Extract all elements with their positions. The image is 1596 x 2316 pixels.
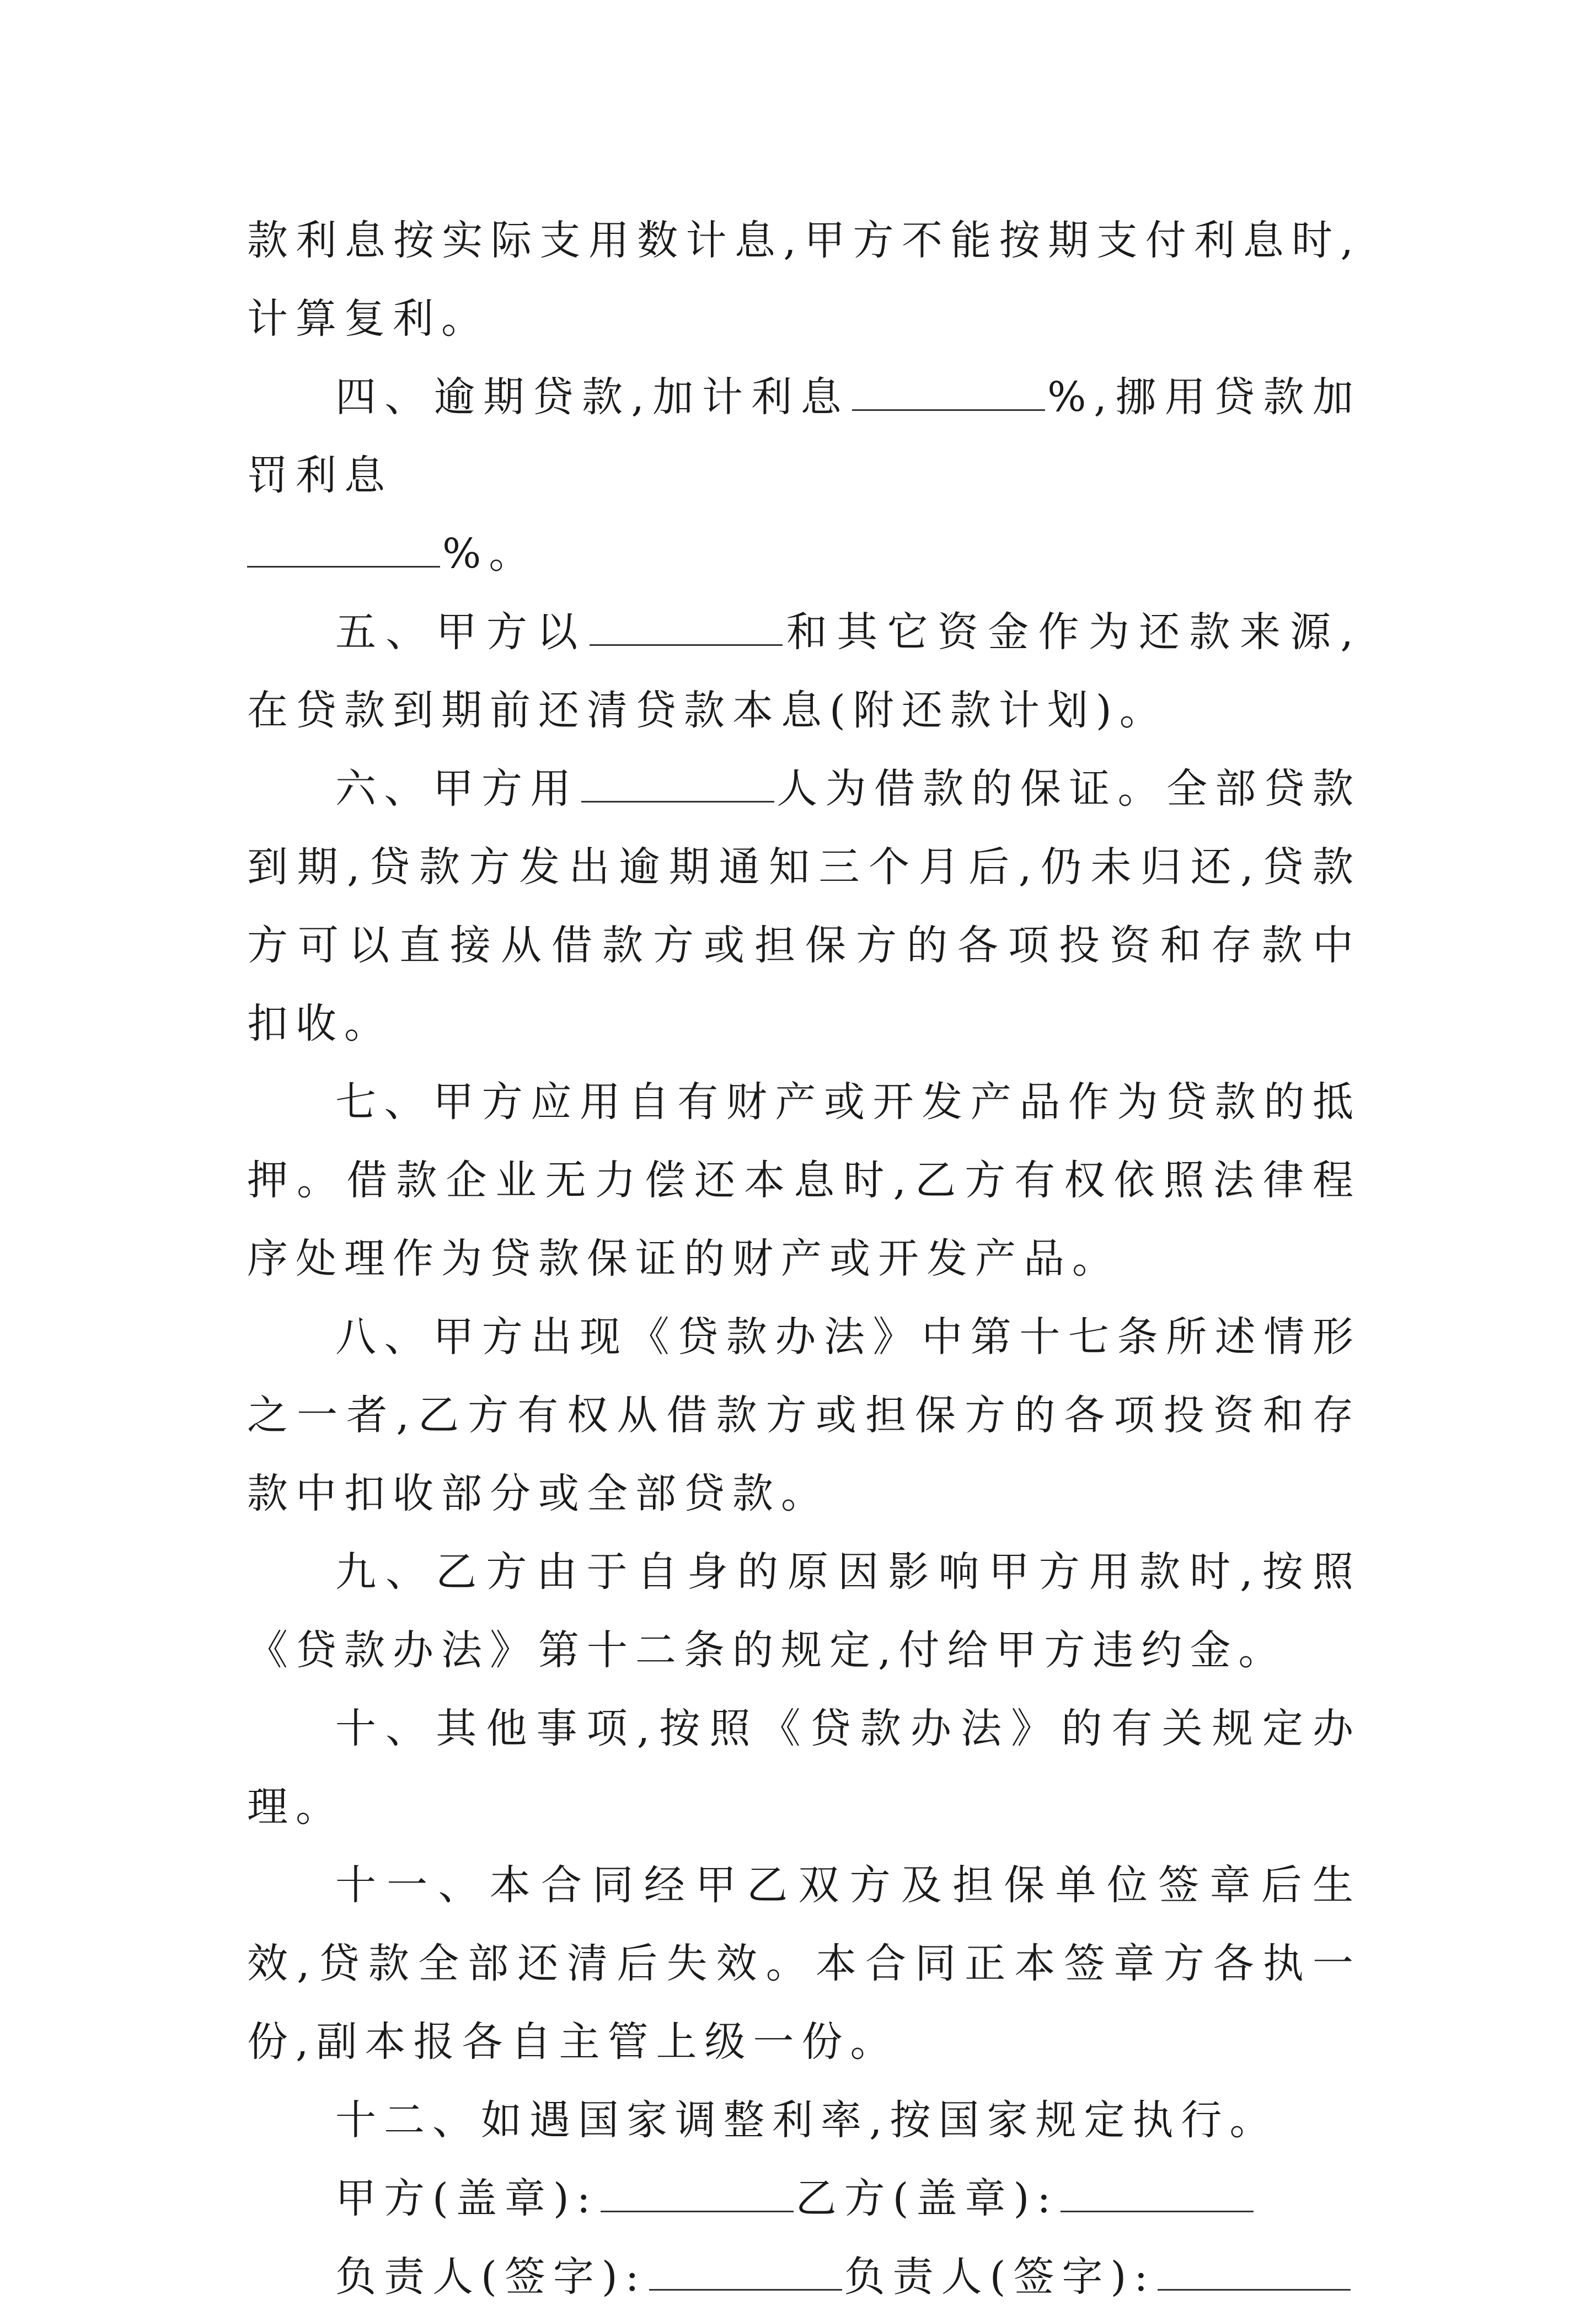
clause-twelve (247, 2081, 1361, 2159)
clause-text: 九、乙方由于自身的原因影响甲方用款时,按照《贷款办法》第十二条的规定,付给甲方违约金。 (247, 1548, 1361, 1674)
signature-seal-line (247, 2159, 1361, 2238)
party-b-seal-label: 乙方(盖章): (795, 2175, 1059, 2222)
party-b-seal-blank[interactable] (1061, 2178, 1254, 2212)
blank-guarantor[interactable] (581, 768, 774, 803)
clause-six (247, 750, 1361, 1063)
clause-text: 十二、如遇国家调整利率,按国家规定执行。 (335, 2096, 1278, 2144)
clause-seven (247, 1063, 1361, 1298)
clause-text: 人为借款的保证。全部贷款到期,贷款方发出逾期通知三个月后,仍未归还,贷款方可以直接从借款方或担保方的各项投资和存款中扣收。 (247, 765, 1361, 1047)
paragraph-interest-continued (247, 201, 1361, 358)
paragraph-text: 款利息按实际支用数计息,甲方不能按期支付利息时,计算复利。 (247, 217, 1361, 343)
clause-text: 十一、本合同经甲乙双方及担保单位签章后生效,贷款全部还清后失效。本合同正本签章方各执一份,副本报各自主管上级一份。 (247, 1862, 1361, 2066)
party-a-seal-label: 甲方(盖章): (335, 2175, 598, 2222)
blank-overdue-rate[interactable] (852, 376, 1045, 411)
clause-text: %,挪用贷款加罚利息 (247, 373, 1361, 499)
clause-text: 十、其他事项,按照《贷款办法》的有关规定办理。 (247, 1705, 1361, 1831)
party-b-person-blank[interactable] (1158, 2256, 1351, 2291)
clause-five (247, 593, 1361, 750)
clause-text: 七、甲方应用自有财产或开发产品作为贷款的抵押。借款企业无力偿还本息时,乙方有权依照法律程序处理作为贷款保证的财产或开发产品。 (247, 1078, 1361, 1282)
clause-text: 和其它资金作为还款来源,在贷款到期前还清贷款本息(附还款计划)。 (247, 608, 1361, 734)
clause-eleven (247, 1846, 1361, 2081)
clause-text: %。 (442, 530, 538, 577)
clause-text: 四、逾期贷款,加计利息 (335, 373, 850, 421)
clause-nine (247, 1533, 1361, 1689)
clause-text: 八、甲方出现《贷款办法》中第十七条所述情形之一者,乙方有权从借款方或担保方的各项投资和存款中扣收部分或全部贷款。 (247, 1313, 1361, 1517)
party-a-person-label: 负责人(签字): (335, 2253, 647, 2301)
party-b-person-label: 负责人(签字): (844, 2253, 1156, 2301)
clause-eight (247, 1298, 1361, 1533)
clause-four (247, 358, 1361, 593)
party-a-seal-blank[interactable] (601, 2178, 794, 2212)
party-a-person-blank[interactable] (649, 2256, 842, 2291)
clause-ten (247, 1689, 1361, 1846)
contract-body (247, 201, 1361, 2316)
signature-person-line (247, 2238, 1361, 2316)
blank-penalty-rate[interactable] (247, 533, 440, 568)
clause-text: 五、甲方以 (335, 608, 587, 656)
blank-repayment-source[interactable] (590, 611, 783, 646)
clause-text: 六、甲方用 (335, 765, 579, 812)
